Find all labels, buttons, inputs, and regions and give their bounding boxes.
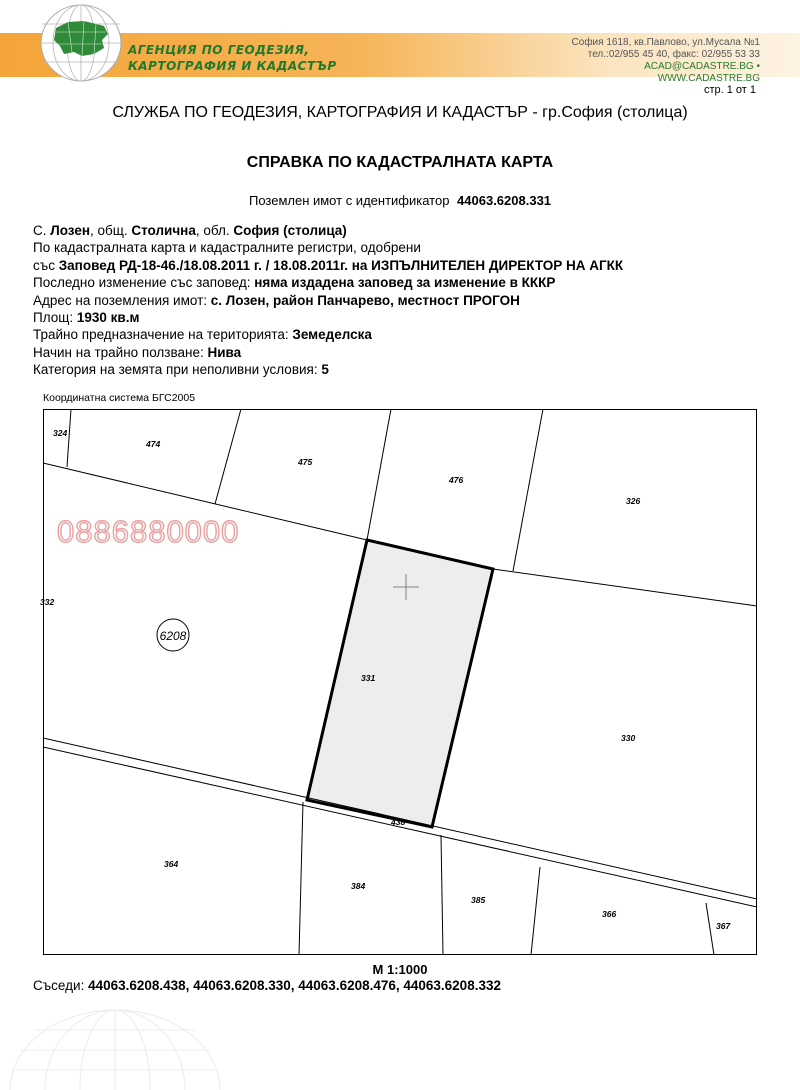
parcel-label-326: 326 <box>626 496 641 506</box>
document-title: СПРАВКА ПО КАДАСТРАЛНАТА КАРТА <box>246 154 554 171</box>
globe-logo-icon <box>38 2 124 84</box>
parcel-identifier: 44063.6208.331 <box>457 193 552 208</box>
parcel-label-364: 364 <box>164 859 179 869</box>
parcel-identifier-line <box>0 193 800 208</box>
parcel-label-476: 476 <box>449 475 464 485</box>
agency-phones: тел.:02/955 45 40, факс: 02/955 53 33 <box>587 49 760 60</box>
parcel-identifier-prefix: Поземлен имот с идентификатор <box>248 193 450 208</box>
approved-line: По кадастралната карта и кадастралните регистри, одобрени <box>33 240 421 256</box>
cadastral-map <box>40 409 757 955</box>
purpose-line: Трайно предназначение на територията: Земеделска <box>33 327 372 343</box>
parcel-label-324: 324 <box>53 428 68 438</box>
parcel-label-366: 366 <box>602 909 617 919</box>
agency-contacts <box>545 37 760 85</box>
category-line: Категория на земята при неполивни условия: 5 <box>33 362 329 378</box>
agency-web: ACAD@CADASTRE.BG • WWW.CADASTRE.BG <box>644 61 760 84</box>
neighbours-list: 44063.6208.438, 44063.6208.330, 44063.6208.476, 44063.6208.332 <box>88 978 501 993</box>
parcel-label-385: 385 <box>471 895 486 905</box>
agency-name <box>128 42 337 74</box>
agency-address: София 1618, кв.Павлово, ул.Мусала №1 <box>571 37 760 48</box>
neighbours-label: Съседи: <box>33 978 89 993</box>
agency-name-line2: КАРТОГРАФИЯ И КАДАСТЪР <box>128 59 337 73</box>
last-change-line: Последно изменение със заповед: няма издадена заповед за изменение в КККР <box>33 275 556 291</box>
parcel-label-384: 384 <box>351 881 366 891</box>
coordinate-system-label: Координатна система БГС2005 <box>43 392 196 404</box>
order-line: със Заповед РД-18-46./18.08.2011 г. / 18.08.2011г. на ИЗПЪЛНИТЕЛЕН ДИРЕКТОР НА АГКК <box>33 257 624 273</box>
agency-name-line1: АГЕНЦИЯ ПО ГЕОДЕЗИЯ, <box>128 43 310 57</box>
map-scale: М 1:1000 <box>372 962 428 977</box>
parcel-label-438: 438 <box>391 817 406 827</box>
globe-watermark-icon <box>0 990 230 1090</box>
region-label: 6208 <box>159 629 187 643</box>
map-watermark: 0886880000 <box>57 514 240 549</box>
location-line: С. Лозен, общ. Столична, обл. София (столица) <box>33 223 347 238</box>
area-line: Площ: 1930 кв.м <box>33 310 140 326</box>
parcel-label-474: 474 <box>146 439 161 449</box>
parcel-label-331: 331 <box>361 673 376 683</box>
page-number: стр. 1 от 1 <box>703 84 756 96</box>
service-title: СЛУЖБА ПО ГЕОДЕЗИЯ, КАРТОГРАФИЯ И КАДАСТЪР - гр.София (столица) <box>112 104 688 121</box>
parcel-label-475: 475 <box>298 457 313 467</box>
parcel-label-330: 330 <box>621 733 636 743</box>
usage-line: Начин на трайно ползване: Нива <box>33 344 242 360</box>
parcel-label-367: 367 <box>716 921 731 931</box>
parcel-label-332: 332 <box>40 597 55 607</box>
parcel-info <box>33 222 623 379</box>
address-line: Адрес на поземления имот: с. Лозен, район Панчарево, местност ПРОГОН <box>33 292 520 308</box>
